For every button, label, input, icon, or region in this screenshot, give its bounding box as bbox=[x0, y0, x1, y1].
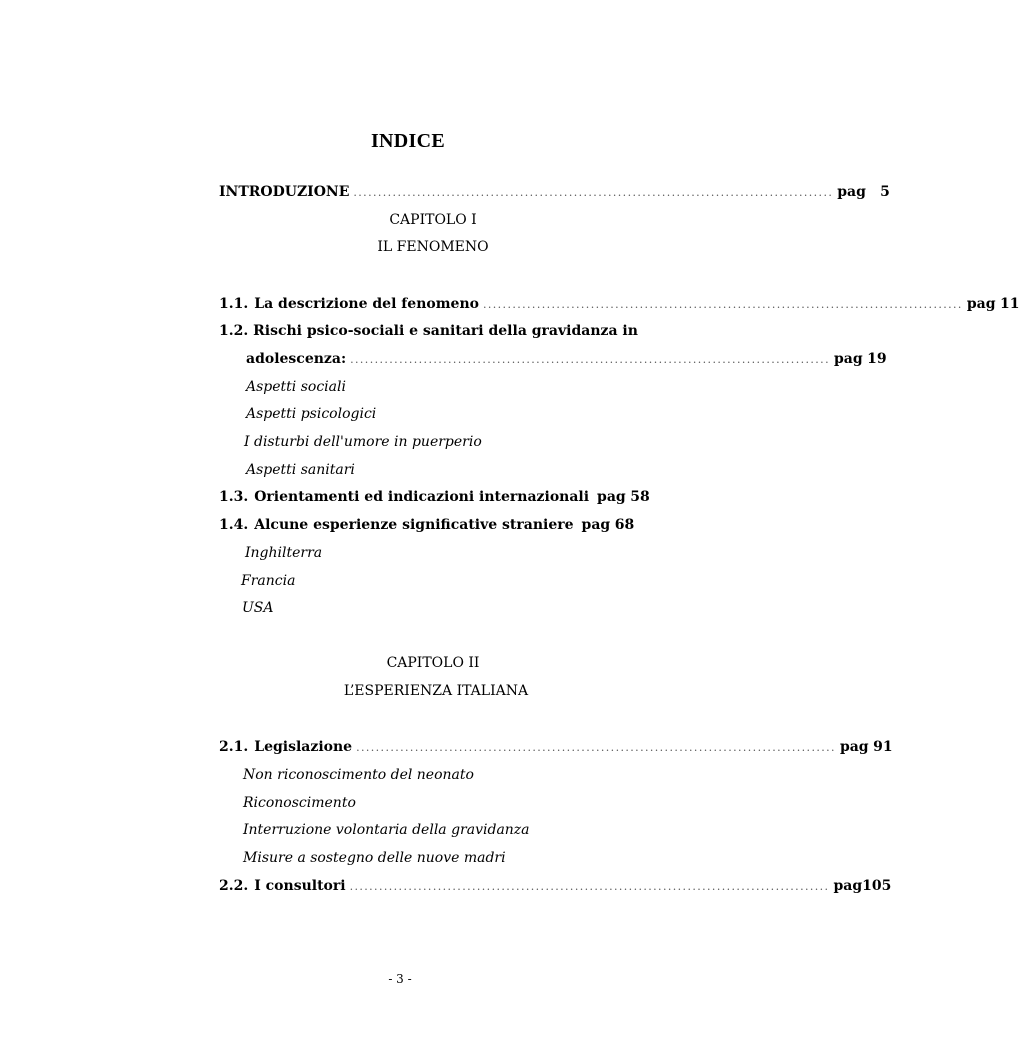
toc-page-word: pag bbox=[839, 739, 869, 755]
dot-leader: .................................................................................................. bbox=[356, 741, 836, 754]
toc-subentry: Riconoscimento bbox=[243, 795, 356, 811]
toc-entry-label-continued: adolescenza: bbox=[246, 351, 347, 367]
toc-subentry: Misure a sostegno delle nuove madri bbox=[243, 850, 506, 866]
toc-page-number: 11 bbox=[1000, 296, 1020, 312]
toc-page-word: pag bbox=[833, 351, 863, 367]
toc-entry-1-1 bbox=[219, 296, 1020, 312]
chapter-1-subtitle: IL FENOMENO bbox=[377, 239, 489, 255]
toc-subentry: Francia bbox=[241, 573, 296, 589]
toc-entry-label: I consultori bbox=[254, 878, 346, 894]
toc-entry-label: Orientamenti ed indicazioni internazionali bbox=[254, 489, 590, 505]
toc-subentry: Aspetti sociali bbox=[246, 379, 346, 395]
page-number-footer: - 3 - bbox=[388, 972, 412, 986]
chapter-1-heading: CAPITOLO I bbox=[389, 212, 477, 228]
toc-entry-number: 2.2. bbox=[219, 878, 249, 894]
toc-subentry: I disturbi dell'umore in puerperio bbox=[244, 434, 482, 450]
toc-page-number: 68 bbox=[614, 517, 635, 533]
dot-leader: .................................................................................................. bbox=[353, 186, 834, 199]
toc-page-number: 5 bbox=[880, 184, 890, 200]
dot-leader: .................................................................................................. bbox=[349, 880, 830, 893]
toc-entry-introduzione bbox=[219, 184, 890, 200]
toc-entry-2-1 bbox=[219, 739, 893, 755]
dot-leader: .................................................................................................. bbox=[482, 298, 963, 311]
toc-entry-2-2 bbox=[219, 878, 892, 894]
toc-entry-number: 1.1. bbox=[219, 296, 249, 312]
chapter-2-heading: CAPITOLO II bbox=[386, 655, 480, 671]
toc-page-word: pag bbox=[581, 517, 611, 533]
toc-subentry: Inghilterra bbox=[245, 545, 323, 561]
toc-entry-1-2 bbox=[219, 323, 638, 339]
toc-entry-label: Rischi psico-sociali e sanitari della gravidanza in bbox=[253, 323, 638, 339]
toc-subentry: Non riconoscimento del neonato bbox=[243, 767, 474, 783]
toc-entry-label: Legislazione bbox=[254, 739, 353, 755]
toc-entry-number: 1.3. bbox=[219, 489, 249, 505]
toc-entry-label: La descrizione del fenomeno bbox=[254, 296, 479, 312]
toc-subentry: Aspetti psicologici bbox=[246, 406, 377, 422]
toc-page-word: pag bbox=[597, 489, 626, 505]
toc-entry-1-3 bbox=[219, 489, 650, 505]
toc-page-number: 58 bbox=[630, 489, 650, 505]
toc-subentry: Interruzione volontaria della gravidanza bbox=[243, 822, 530, 838]
toc-page-word: pag bbox=[833, 878, 863, 894]
toc-entry-1-4 bbox=[219, 517, 635, 533]
toc-page-number: 105 bbox=[862, 878, 892, 894]
chapter-2-subtitle: L’ESPERIENZA ITALIANA bbox=[343, 683, 529, 699]
toc-page-number: 19 bbox=[867, 351, 887, 367]
toc-page-number: 91 bbox=[873, 739, 893, 755]
toc-entry-number: 1.4. bbox=[219, 517, 249, 533]
page-title: INDICE bbox=[370, 130, 446, 152]
toc-page-word: pag bbox=[837, 184, 866, 200]
toc-page-word: pag bbox=[966, 296, 996, 312]
toc-entry-number: 1.2. bbox=[219, 323, 249, 339]
toc-entry-number: 2.1. bbox=[219, 739, 249, 755]
dot-leader: .................................................................................................. bbox=[350, 353, 830, 366]
toc-subentry: Aspetti sanitari bbox=[246, 462, 355, 478]
toc-subentry: USA bbox=[242, 600, 274, 616]
toc-entry-label: INTRODUZIONE bbox=[219, 184, 350, 200]
toc-entry-1-2-continuation bbox=[246, 351, 887, 367]
toc-entry-label: Alcune esperienze significative straniere bbox=[254, 517, 574, 533]
